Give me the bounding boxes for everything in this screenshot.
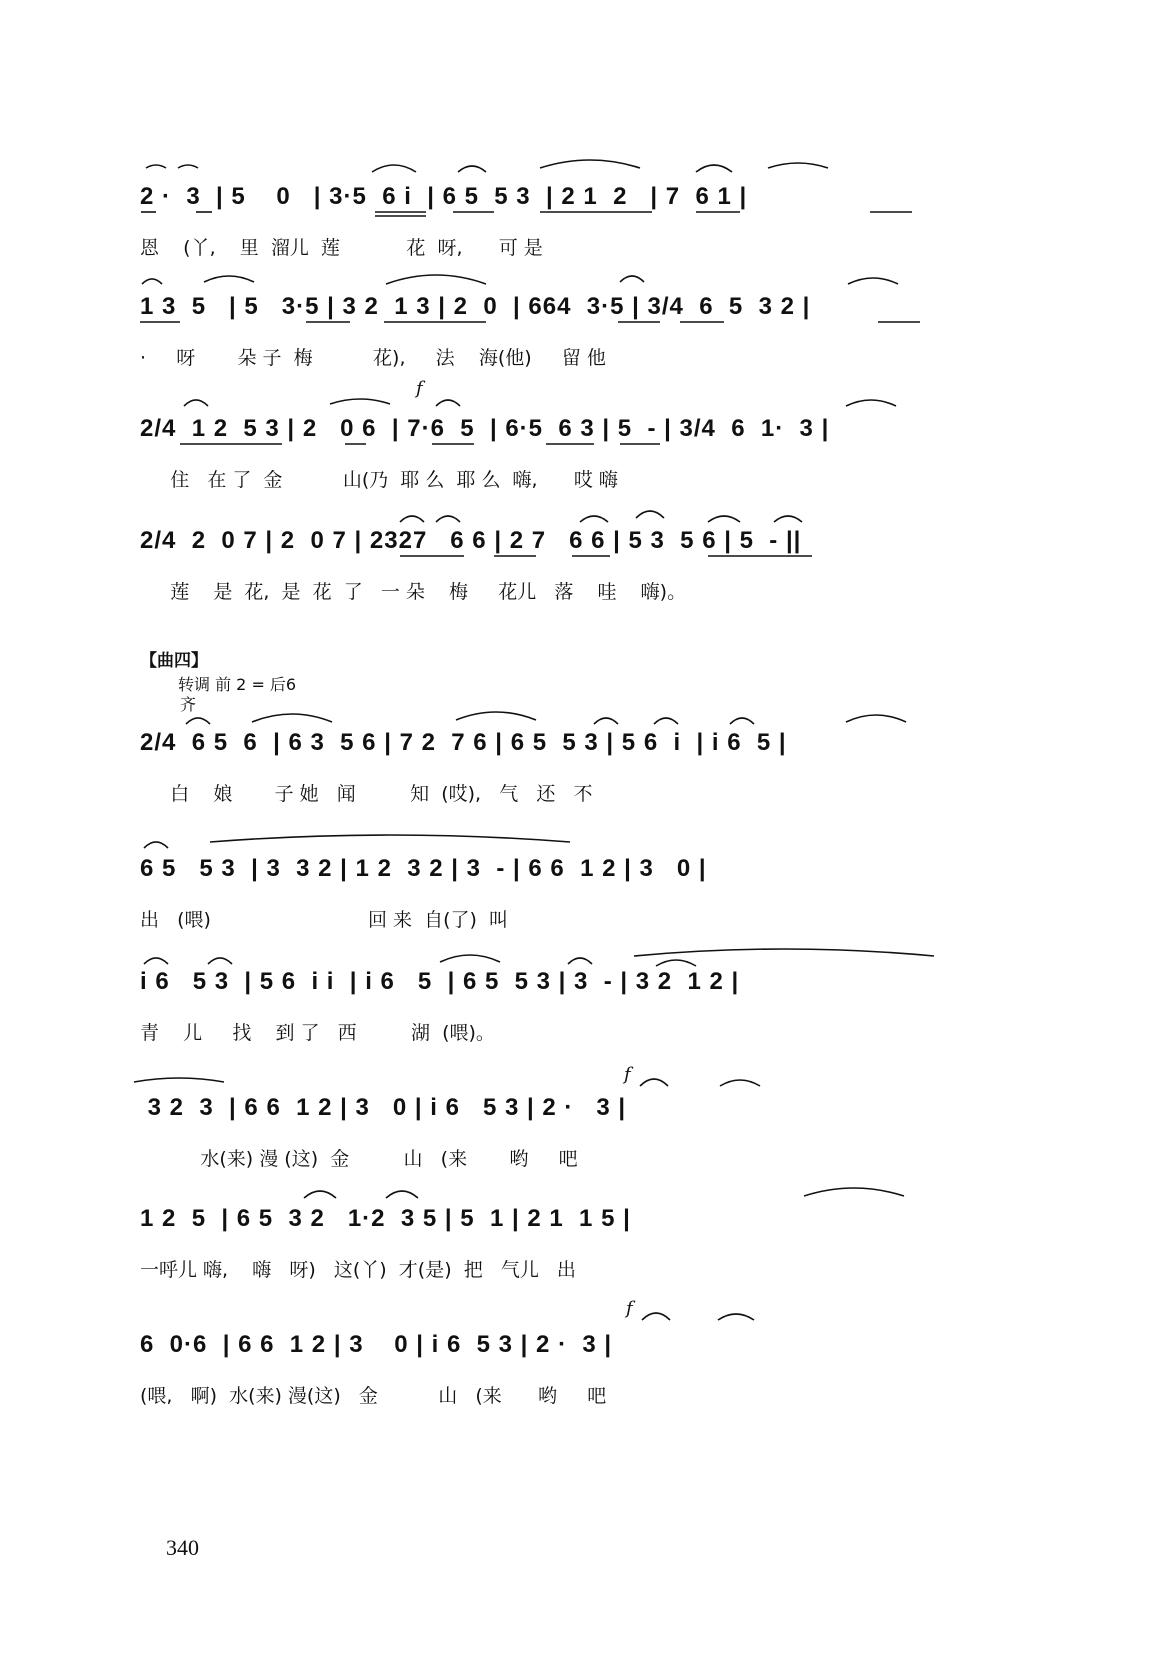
notation-line: 1 3 5 | 5 3·5 | 3 2 1 3 | 2 0 | 664 3·5 | 3/4 6 5 3 2 | (140, 293, 811, 320)
page-number: 340 (166, 1535, 199, 1560)
svg-text:f: f (626, 1298, 633, 1319)
lyrics-line: (喂, 啊) 水(来) 漫(这) 金 山 (来 哟 吧 (140, 1385, 607, 1407)
lyrics-line: 莲 是 花, 是 花 了 一 朵 梅 花儿 落 哇 嗨)。 (140, 581, 687, 603)
lyrics-line: 恩 (丫, 里 溜儿 莲 花 呀, 可 是 (140, 237, 543, 259)
notation-line: 2/4 6 5 6 | 6 3 5 6 | 7 2 7 6 | 6 5 5 3 | 5 6 i | i 6 5 | (140, 729, 787, 756)
notation-line: 6 0·6 | 6 6 1 2 | 3 0 | i 6 5 3 | 2 · 3 | (140, 1331, 613, 1358)
section-title: 【曲四】 (140, 651, 208, 671)
svg-text:f: f (624, 1064, 631, 1085)
lyrics-line: 白 娘 子 她 闻 知 (哎), 气 还 不 (140, 783, 593, 805)
notation-line: 2/4 1 2 5 3 | 2 0 6 | 7·6 5 | 6·5 6 3 | 5 - | 3/4 6 1· 3 | (140, 415, 830, 442)
notation-line: 1 2 5 | 6 5 3 2 1·2 3 5 | 5 1 | 2 1 1 5 | (140, 1205, 631, 1232)
lyrics-line: 出 (喂) 回 来 自(了) 叫 (140, 909, 508, 931)
lyrics-line: 青 儿 找 到 了 西 湖 (喂)。 (140, 1022, 495, 1044)
lyrics-line: · 呀 朵 子 梅 花), 法 海(他) 留 他 (140, 347, 606, 369)
key-change-note: 转调 前 2 = 后6 (178, 675, 297, 694)
notation-line: 6 5 5 3 | 3 3 2 | 1 2 3 2 | 3 - | 6 6 1 2 | 3 0 | (140, 855, 707, 882)
svg-text:f: f (416, 378, 423, 399)
lyrics-line: 水(来) 漫 (这) 金 山 (来 哟 吧 (140, 1148, 578, 1170)
lyrics-line: 一呼儿 嗨, 嗨 呀) 这(丫) 才(是) 把 气儿 出 (140, 1259, 576, 1281)
together-mark: 齐 (180, 695, 197, 714)
notation-line: 2 · 3 | 5 0 | 3·5 6 i | 6 5 5 3 | 2 1 2 | 7 6 1 | (140, 183, 748, 210)
notation-line: i 6 5 3 | 5 6 i i | i 6 5 | 6 5 5 3 | 3 - | 3 2 1 2 | (140, 968, 740, 995)
notation-line: 2/4 2 0 7 | 2 0 7 | 2327 6 6 | 2 7 6 6 | 5 3 5 6 | 5 - || (140, 527, 802, 554)
notation-line: 3 2 3 | 6 6 1 2 | 3 0 | i 6 5 3 | 2 · 3 | (140, 1094, 627, 1121)
lyrics-line: 住 在 了 金 山(乃 耶 么 耶 么 嗨, 哎 嗨 (140, 469, 618, 491)
